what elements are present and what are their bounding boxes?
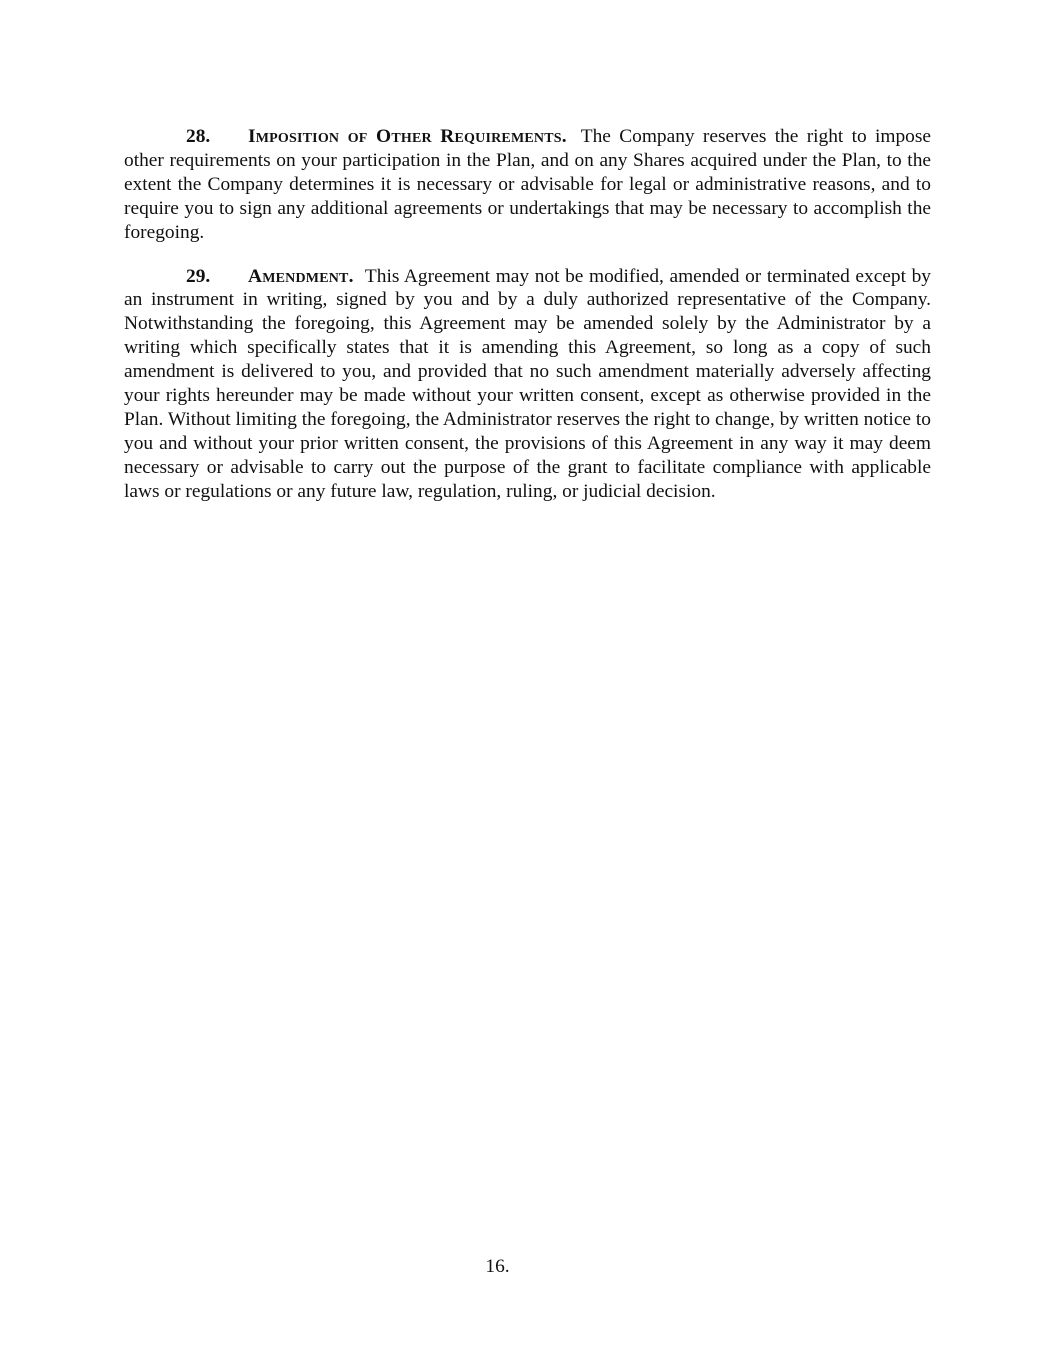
section-number: 28.: [186, 126, 211, 147]
page-number: 16.: [485, 1256, 510, 1277]
section-28: [124, 125, 931, 245]
section-heading: Amendment.: [248, 265, 354, 287]
section-29: [124, 265, 931, 504]
section-heading: Imposition of Other Requirements.: [248, 126, 567, 147]
section-number: 29.: [186, 265, 211, 287]
document-body: [124, 125, 931, 524]
section-body: The Company reserves the right to impose other requirements on your participation in the Plan, and on any Shares acquired under the Plan, to the extent the Company determines it is necessary or advisable for legal or administrative reasons, and to require you to sign any additional agreements or undertakings that may be necessary to accomplish the foregoing.: [124, 126, 932, 243]
section-body: This Agreement may not be modified, amended or terminated except by an instrument in writing, signed by you and by a duly authorized representative of the Company. Notwithstanding the foregoing, this Agreement may be amended solely by the Administrator by a writing which specifically states that it is amending this Agreement, so long as a copy of such amendment is delivered to you, and provided that no such amendment materially adversely affecting your rights hereunder may be made without your written consent, except as otherwise provided in the Plan. Without limiting the foregoing, the Administrator reserves the right to change, by written notice to you and without your prior written consent, the provisions of this Agreement in any way it may deem necessary or advisable to carry out the purpose of the grant to facilitate compliance with applicable laws or regulations or any future law, regulation, ruling, or judicial decision.: [124, 265, 931, 502]
